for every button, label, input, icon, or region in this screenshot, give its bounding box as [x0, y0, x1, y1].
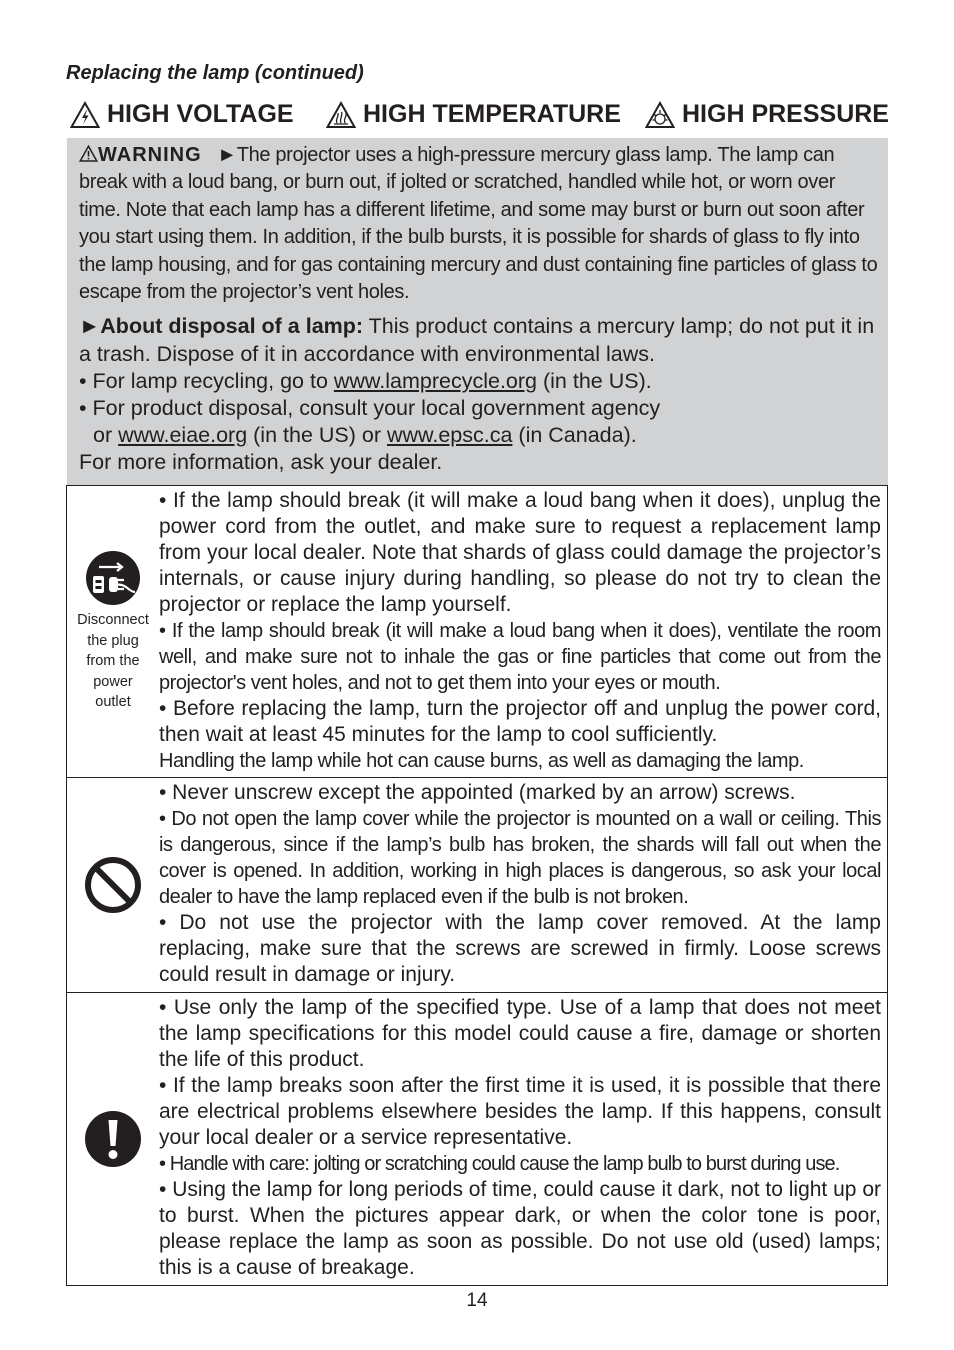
recycle-prefix: • For lamp recycling, go to — [79, 368, 334, 393]
high-voltage-warning-icon — [70, 101, 100, 129]
recycle-suffix: (in the US). — [537, 368, 652, 393]
caution-row-disconnect — [66, 485, 888, 778]
disconnect-caption — [77, 610, 149, 713]
more-info-line: For more information, ask your dealer. — [79, 450, 443, 475]
caption-line: outlet — [95, 694, 131, 711]
warning-box — [67, 138, 888, 485]
lamprecycle-link[interactable]: www.lamprecycle.org — [333, 368, 537, 393]
warning-text: ►The projector uses a high-pressure mercury glass lamp. The lamp can break with a loud bang, or burn out, if jolted or scratched, handled while hot, or worn over time. Note that each lamp has a different lifetime, and some may burst or burn out soon after you start using them. In addition, if the bulb bursts, it is possible for shards of glass to fly into the lamp housing, and for gas containing mercury and dust containing fine particles of glass to escape from the projector’s vent holes. — [79, 144, 878, 304]
hazard-high-temperature — [326, 100, 621, 129]
page-subtitle: Replacing the lamp (continued) — [66, 62, 364, 84]
warning-label: WARNING — [98, 144, 202, 166]
bullet-item: • Using the lamp for long periods of time, could cause it dark, not to light up or to burst. When the pictures appear dark, or when the color tone is poor, please replace the lamp as soon as possible. Do not use old (used) lamps; this is a cause of breakage. — [159, 1178, 881, 1279]
hazard-label: HIGH PRESSURE — [682, 100, 889, 128]
bullet-item: • Never unscrew except the appointed (marked by an arrow) screws. — [159, 781, 796, 804]
disposal-text: This product contains a mercury lamp; do not put it in a trash. Dispose of it in accordance with environmental laws. — [79, 314, 875, 366]
caution-table — [66, 485, 888, 1286]
high-temperature-warning-icon — [326, 101, 356, 129]
bullet-item: • Handle with care: jolting or scratching could cause the lamp bulb to burst during use. — [159, 1153, 840, 1175]
row-text — [159, 486, 887, 774]
bullet-item: Handling the lamp while hot can cause burns, as well as damaging the lamp. — [159, 750, 804, 772]
warning-paragraph — [79, 142, 878, 306]
prohibited-icon — [84, 856, 142, 914]
row-icon-column — [67, 993, 159, 1285]
agency-links-line — [79, 422, 878, 449]
caution-row-mandatory — [66, 993, 888, 1286]
hazard-high-voltage — [70, 100, 294, 129]
hazard-label: HIGH TEMPERATURE — [363, 100, 621, 128]
agency-suffix: (in Canada). — [512, 423, 637, 448]
warning-triangle-icon — [79, 145, 98, 162]
high-pressure-warning-icon — [645, 101, 675, 129]
eiae-link[interactable]: www.eiae.org — [118, 423, 248, 448]
bullet-item: • Do not open the lamp cover while the projector is mounted on a wall or ceiling. This is dangerous, since if the lamp’s bulb has broken, the shards will fall out when the cover is opened. In addition, working in high places is dangerous, so ask your local dealer to have the lamp replaced even if the bulb is not broken. — [159, 808, 881, 908]
caption-line: Disconnect — [77, 612, 149, 629]
row-icon-column — [67, 778, 159, 992]
row-text — [159, 778, 887, 988]
agency-middle: (in the US) or — [247, 423, 387, 448]
bullet-item: • Use only the lamp of the specified type. Use of a lamp that does not meet the lamp specifications for this model could cause a fire, damage or shorten the life of this product. — [159, 996, 881, 1071]
bullet-item: • If the lamp should break (it will make a loud bang when it does), unplug the power cord from the outlet, and make sure to request a replacement lamp from your local dealer. Note that shards of glass could damage the projector’s internals, or cause injury during handling, so please do not try to clean the projector or replace the lamp yourself. — [159, 489, 881, 616]
hazard-headings — [70, 100, 890, 134]
product-disposal-line: • For product disposal, consult your local government agency — [79, 396, 661, 421]
agency-prefix: or — [93, 423, 119, 448]
hazard-high-pressure — [645, 100, 889, 129]
row-icon-column — [67, 486, 159, 777]
page-number: 14 — [466, 1290, 488, 1311]
caption-line: the plug — [87, 632, 139, 649]
disposal-paragraph — [79, 313, 878, 367]
caption-line: power — [93, 673, 133, 690]
mandatory-action-exclamation-icon — [84, 1110, 142, 1168]
disconnect-plug-icon — [85, 550, 141, 606]
row-text — [159, 993, 887, 1281]
caution-row-prohibited — [66, 778, 888, 993]
bullet-item: • Do not use the projector with the lamp cover removed. At the lamp replacing, make sure that the screws are screwed in firmly. Loose screws could result in damage or injury. — [159, 911, 881, 986]
bullet-item: • Before replacing the lamp, turn the projector off and unplug the power cord, then wait at least 45 minutes for the lamp to cool sufficiently. — [159, 697, 881, 746]
hazard-label: HIGH VOLTAGE — [107, 100, 294, 128]
epsc-link[interactable]: www.epsc.ca — [386, 423, 513, 448]
recycle-line — [79, 368, 878, 395]
caption-line: from the — [86, 653, 140, 670]
disposal-heading: ►About disposal of a lamp: — [79, 314, 364, 339]
bullet-item: • If the lamp breaks soon after the first time it is used, it is possible that there are electrical problems elsewhere besides the lamp. If this happens, consult your local dealer or a service representative. — [159, 1074, 881, 1149]
bullet-item: • If the lamp should break (it will make a loud bang when it does), ventilate the room well, and make sure not to inhale the gas or fine particles that come out from the projector's vent holes, and not to get them into your eyes or mouth. — [159, 620, 881, 694]
